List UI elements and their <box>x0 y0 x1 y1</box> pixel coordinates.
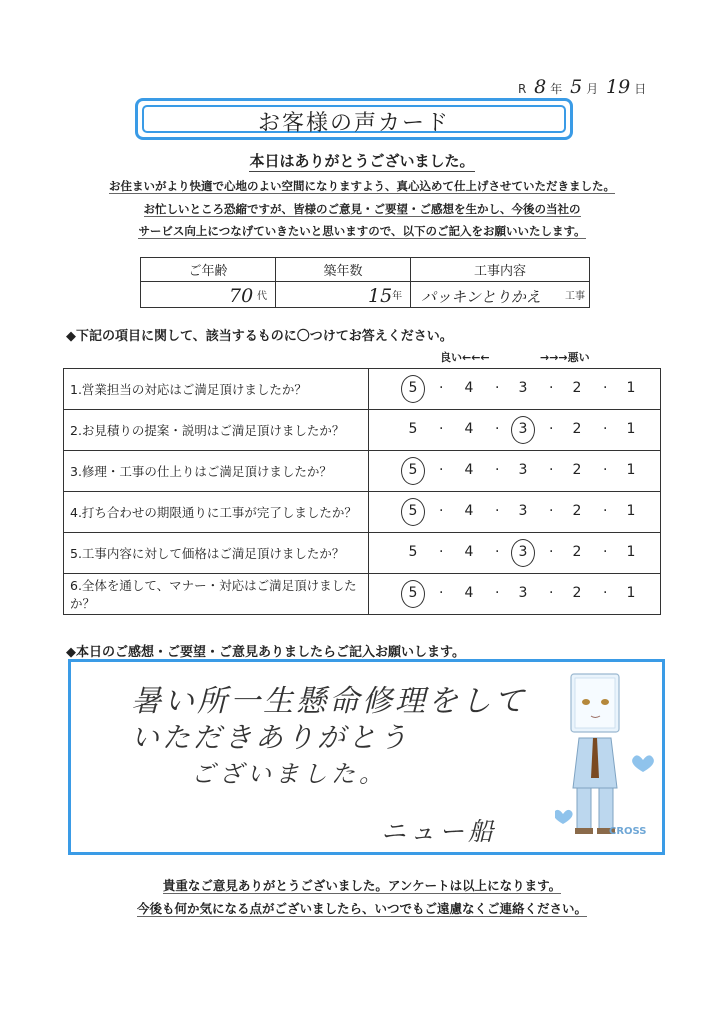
rating-separator: · <box>495 421 500 437</box>
rating-option-3[interactable]: 3 <box>518 503 528 519</box>
rating-option-4[interactable]: 4 <box>464 421 474 437</box>
survey-table <box>63 368 661 615</box>
date-day: 19 <box>606 76 631 98</box>
rating-option-5[interactable]: 5 <box>408 421 418 437</box>
rating-option-3[interactable]: 3 <box>518 380 528 396</box>
survey-row <box>64 410 661 451</box>
rating-cell <box>369 369 661 410</box>
rating-separator: · <box>549 462 554 478</box>
rating-option-2[interactable]: 2 <box>572 544 582 560</box>
rating-separator: · <box>549 421 554 437</box>
rating-cell <box>369 574 661 615</box>
signature: ニュー船 <box>381 817 498 846</box>
work-value: パッキンとりかえ <box>421 288 541 306</box>
age-unit: 代 <box>257 291 268 302</box>
question-text: 2.お見積りの提案・説明はご満足頂けましたか？ <box>64 410 369 451</box>
outro-text-2: 今後も何か気になる点がございましたら、いつでもご遠慮なくご連絡ください。 <box>136 901 587 916</box>
rating-option-5[interactable]: 5 <box>403 462 423 478</box>
rating-option-3[interactable]: 3 <box>518 585 528 601</box>
info-header-row <box>141 258 590 282</box>
question-text: 6.全体を通して、マナー・対応はご満足頂けましたか？ <box>64 574 369 615</box>
rating-separator: · <box>549 585 554 601</box>
date-day-unit: 日 <box>634 82 647 96</box>
rating-separator: · <box>549 380 554 396</box>
rating-option-2[interactable]: 2 <box>572 585 582 601</box>
rating-separator: · <box>439 585 444 601</box>
outro-line-1 <box>0 876 724 894</box>
comment-line-3: ございました。 <box>191 760 387 788</box>
rating-option-2[interactable]: 2 <box>572 462 582 478</box>
scale-bad: →→→悪い <box>540 351 590 364</box>
heart-icon <box>555 810 573 824</box>
rating-option-4[interactable]: 4 <box>464 380 474 396</box>
rating-separator: · <box>603 503 608 519</box>
rating-option-1[interactable]: 1 <box>626 380 636 396</box>
rating-option-3[interactable]: 3 <box>513 544 533 560</box>
work-unit: 工事 <box>565 291 585 302</box>
thanks-heading <box>0 150 724 171</box>
rating-separator: · <box>495 503 500 519</box>
survey-row <box>64 533 661 574</box>
rating-separator: · <box>495 544 500 560</box>
rating-separator: · <box>495 462 500 478</box>
work-cell[interactable] <box>411 282 590 308</box>
rating-separator: · <box>549 503 554 519</box>
intro-text-1: お住まいがより快適で心地のよい空間になりますよう、真心込めて仕上げさせていただきました。 <box>109 179 615 193</box>
mascot-logo-text: CROSS <box>609 826 647 837</box>
rating-cell <box>369 492 661 533</box>
rating-option-4[interactable]: 4 <box>464 462 474 478</box>
rating-cell <box>369 451 661 492</box>
rating-option-1[interactable]: 1 <box>626 421 636 437</box>
date-field <box>518 76 646 98</box>
rating-option-2[interactable]: 2 <box>572 380 582 396</box>
years-unit: 年 <box>392 291 403 302</box>
comment-line-1: 暑い所一生懸命修理をして <box>131 684 527 719</box>
thanks-text: 本日はありがとうございました。 <box>249 152 475 170</box>
rating-option-2[interactable]: 2 <box>572 503 582 519</box>
rating-option-1[interactable]: 1 <box>626 462 636 478</box>
years-value: 15 <box>368 285 393 307</box>
rating-option-4[interactable]: 4 <box>464 585 474 601</box>
scale-good: 良い←←← <box>440 351 490 364</box>
rating-option-1[interactable]: 1 <box>626 585 636 601</box>
page-title: お客様の声カード <box>257 111 450 136</box>
rating-separator: · <box>603 544 608 560</box>
question-text: 3.修理・工事の仕上りはご満足頂けましたか？ <box>64 451 369 492</box>
survey-instruction: ◆下記の項目に関して、該当するものに〇つけてお答えください。 <box>66 329 453 344</box>
heart-icon <box>632 755 654 772</box>
survey-row <box>64 574 661 615</box>
date-month-unit: 月 <box>586 82 599 96</box>
rating-separator: · <box>439 544 444 560</box>
age-cell[interactable] <box>141 282 276 308</box>
rating-option-1[interactable]: 1 <box>626 503 636 519</box>
rating-separator: · <box>439 421 444 437</box>
age-header: ご年齢 <box>141 258 276 282</box>
rating-separator: · <box>603 585 608 601</box>
date-year: 8 <box>534 76 547 98</box>
date-month: 5 <box>570 76 583 98</box>
date-era: R <box>518 82 527 96</box>
rating-option-5[interactable]: 5 <box>408 544 418 560</box>
customer-info-table <box>140 257 590 308</box>
rating-separator: · <box>439 380 444 396</box>
info-value-row <box>141 282 590 308</box>
question-text: 1.営業担当の対応はご満足頂けましたか？ <box>64 369 369 410</box>
rating-option-5[interactable]: 5 <box>403 380 423 396</box>
intro-text-3: サービス向上につなげていきたいと思いますので、以下のご記入をお願いいたします。 <box>138 224 586 238</box>
rating-cell <box>369 533 661 574</box>
outro-line-2 <box>0 899 724 917</box>
rating-option-4[interactable]: 4 <box>464 503 474 519</box>
mascot-head <box>571 674 619 732</box>
rating-separator: · <box>549 544 554 560</box>
rating-separator: · <box>495 380 500 396</box>
rating-separator: · <box>603 421 608 437</box>
question-text: 5.工事内容に対して価格はご満足頂けましたか？ <box>64 533 369 574</box>
rating-separator: · <box>495 585 500 601</box>
years-cell[interactable] <box>276 282 411 308</box>
rating-option-3[interactable]: 3 <box>513 421 533 437</box>
rating-separator: · <box>439 503 444 519</box>
rating-separator: · <box>439 462 444 478</box>
rating-option-5[interactable]: 5 <box>403 503 423 519</box>
rating-option-2[interactable]: 2 <box>572 421 582 437</box>
rating-separator: · <box>603 462 608 478</box>
question-text: 4.打ち合わせの期限通りに工事が完了しましたか？ <box>64 492 369 533</box>
years-header: 築年数 <box>276 258 411 282</box>
rating-option-3[interactable]: 3 <box>518 462 528 478</box>
rating-option-1[interactable]: 1 <box>626 544 636 560</box>
survey-row <box>64 451 661 492</box>
rating-cell <box>369 410 661 451</box>
comment-heading: ◆本日のご感想・ご要望・ご意見ありましたらご記入お願いします。 <box>66 645 465 660</box>
intro-line-2 <box>0 201 724 217</box>
intro-line-3 <box>0 223 724 239</box>
date-year-unit: 年 <box>550 82 563 96</box>
work-header: 工事内容 <box>411 258 590 282</box>
survey-row <box>64 369 661 410</box>
rating-separator: · <box>603 380 608 396</box>
intro-text-2: お忙しいところ恐縮ですが、皆様のご意見・ご要望・ご感想を生かし、今後の当社の <box>143 202 581 216</box>
survey-row <box>64 492 661 533</box>
mascot-body <box>573 738 617 834</box>
title-frame <box>135 98 573 140</box>
rating-option-5[interactable]: 5 <box>403 585 423 601</box>
age-value: 70 <box>229 285 254 307</box>
intro-line-1 <box>0 178 724 194</box>
rating-option-4[interactable]: 4 <box>464 544 474 560</box>
outro-text-1: 貴重なご意見ありがとうございました。アンケートは以上になります。 <box>162 878 562 893</box>
comment-line-2: いただきありがとう <box>131 721 411 754</box>
mascot-illustration <box>555 668 655 850</box>
